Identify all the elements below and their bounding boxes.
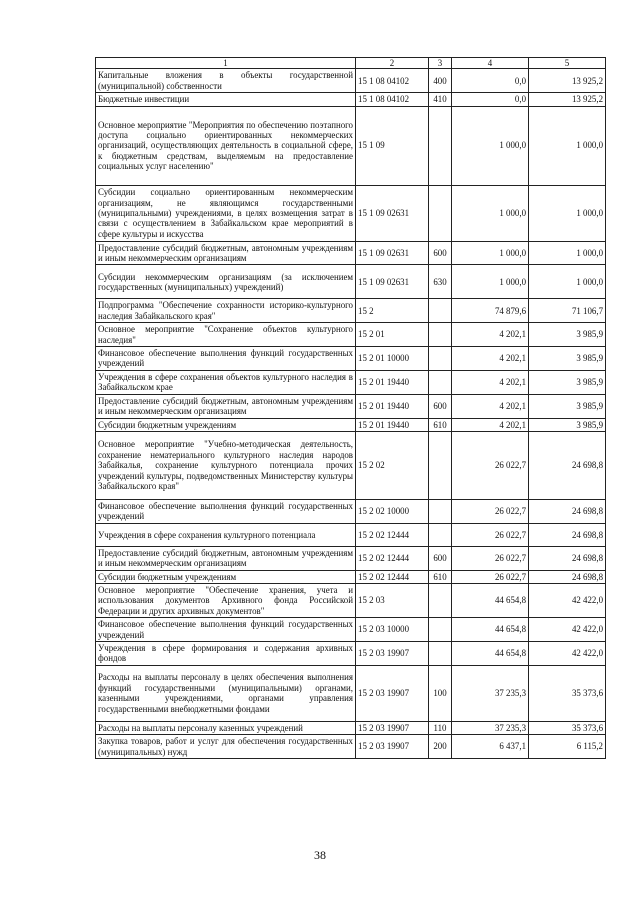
row-value-col4-cell: 1 000,0 bbox=[452, 106, 529, 185]
row-value-col4-cell: 44 654,8 bbox=[452, 583, 529, 617]
row-expense-type-cell bbox=[429, 523, 452, 546]
row-value-col5-cell: 24 698,8 bbox=[529, 523, 606, 546]
row-value-col4-cell: 4 202,1 bbox=[452, 394, 529, 418]
row-code-cell: 15 2 01 19440 bbox=[356, 394, 429, 418]
row-code-cell: 15 2 01 19440 bbox=[356, 370, 429, 394]
table-row bbox=[96, 418, 606, 431]
row-value-col4-cell: 26 022,7 bbox=[452, 523, 529, 546]
row-code-cell: 15 1 09 02631 bbox=[356, 185, 429, 241]
row-expense-type-cell bbox=[429, 499, 452, 523]
table-header bbox=[96, 58, 606, 69]
row-value-col5-cell: 6 115,2 bbox=[529, 735, 606, 759]
row-value-col5-cell: 13 925,2 bbox=[529, 69, 606, 93]
table-row bbox=[96, 265, 606, 299]
row-value-col4-cell: 4 202,1 bbox=[452, 370, 529, 394]
row-code-cell: 15 2 03 bbox=[356, 583, 429, 617]
row-code-cell: 15 2 03 10000 bbox=[356, 618, 429, 642]
table-row bbox=[96, 93, 606, 106]
row-value-col4-cell: 44 654,8 bbox=[452, 641, 529, 665]
table-body bbox=[96, 69, 606, 759]
document-page bbox=[95, 57, 605, 759]
table-row bbox=[96, 583, 606, 617]
row-value-col5-cell: 71 106,7 bbox=[529, 299, 606, 323]
row-expense-type-cell: 600 bbox=[429, 241, 452, 265]
table-row bbox=[96, 69, 606, 93]
row-value-col4-cell: 26 022,7 bbox=[452, 546, 529, 570]
budget-table bbox=[95, 57, 606, 759]
row-name-cell: Учреждения в сфере сохранения культурного потенциала bbox=[96, 523, 356, 546]
header-col-5: 5 bbox=[529, 58, 606, 69]
row-value-col5-cell: 13 925,2 bbox=[529, 93, 606, 106]
table-row bbox=[96, 323, 606, 347]
table-row bbox=[96, 347, 606, 371]
row-value-col5-cell: 3 985,9 bbox=[529, 323, 606, 347]
row-value-col5-cell: 3 985,9 bbox=[529, 370, 606, 394]
row-code-cell: 15 2 02 10000 bbox=[356, 499, 429, 523]
row-code-cell: 15 2 03 19907 bbox=[356, 721, 429, 734]
table-row bbox=[96, 185, 606, 241]
row-name-cell: Учреждения в сфере сохранения объектов культурного наследия в Забайкальском крае bbox=[96, 370, 356, 394]
header-col-3: 3 bbox=[429, 58, 452, 69]
table-row bbox=[96, 546, 606, 570]
table-row bbox=[96, 499, 606, 523]
row-name-cell: Подпрограмма "Обеспечение сохранности историко-культурного наследия Забайкальского края" bbox=[96, 299, 356, 323]
row-name-cell: Основное мероприятие "Сохранение объектов культурного наследия" bbox=[96, 323, 356, 347]
page-number: 38 bbox=[314, 848, 326, 862]
row-code-cell: 15 1 09 02631 bbox=[356, 241, 429, 265]
row-code-cell: 15 1 09 bbox=[356, 106, 429, 185]
row-value-col4-cell: 4 202,1 bbox=[452, 347, 529, 371]
row-code-cell: 15 1 08 04102 bbox=[356, 93, 429, 106]
row-value-col5-cell: 3 985,9 bbox=[529, 418, 606, 431]
row-name-cell: Предоставление субсидий бюджетным, автономным учреждениям и иным некоммерческим организациям bbox=[96, 546, 356, 570]
row-value-col5-cell: 24 698,8 bbox=[529, 499, 606, 523]
table-row bbox=[96, 394, 606, 418]
row-name-cell: Субсидии некоммерческим организациям (за исключением государственных (муниципальных) учреждений) bbox=[96, 265, 356, 299]
row-value-col4-cell: 6 437,1 bbox=[452, 735, 529, 759]
row-expense-type-cell bbox=[429, 583, 452, 617]
row-value-col4-cell: 37 235,3 bbox=[452, 721, 529, 734]
row-expense-type-cell: 630 bbox=[429, 265, 452, 299]
row-code-cell: 15 2 03 19907 bbox=[356, 665, 429, 721]
row-value-col5-cell: 3 985,9 bbox=[529, 394, 606, 418]
row-expense-type-cell bbox=[429, 106, 452, 185]
row-name-cell: Капитальные вложения в объекты государственной (муниципальной) собственности bbox=[96, 69, 356, 93]
row-expense-type-cell: 610 bbox=[429, 570, 452, 583]
row-value-col5-cell: 1 000,0 bbox=[529, 185, 606, 241]
row-code-cell: 15 2 bbox=[356, 299, 429, 323]
row-value-col4-cell: 26 022,7 bbox=[452, 431, 529, 499]
row-value-col4-cell: 74 879,6 bbox=[452, 299, 529, 323]
row-expense-type-cell: 610 bbox=[429, 418, 452, 431]
table-row bbox=[96, 370, 606, 394]
row-name-cell: Субсидии бюджетным учреждениям bbox=[96, 570, 356, 583]
row-name-cell: Закупка товаров, работ и услуг для обеспечения государственных (муниципальных) нужд bbox=[96, 735, 356, 759]
row-expense-type-cell bbox=[429, 641, 452, 665]
row-value-col4-cell: 0,0 bbox=[452, 69, 529, 93]
table-row bbox=[96, 641, 606, 665]
row-code-cell: 15 2 02 12444 bbox=[356, 546, 429, 570]
row-value-col5-cell: 1 000,0 bbox=[529, 265, 606, 299]
row-value-col4-cell: 1 000,0 bbox=[452, 185, 529, 241]
row-code-cell: 15 1 08 04102 bbox=[356, 69, 429, 93]
table-row bbox=[96, 570, 606, 583]
row-expense-type-cell bbox=[429, 323, 452, 347]
row-value-col4-cell: 1 000,0 bbox=[452, 241, 529, 265]
row-value-col5-cell: 24 698,8 bbox=[529, 546, 606, 570]
row-expense-type-cell: 400 bbox=[429, 69, 452, 93]
table-row bbox=[96, 523, 606, 546]
table-row bbox=[96, 618, 606, 642]
row-code-cell: 15 2 02 12444 bbox=[356, 570, 429, 583]
header-row bbox=[96, 58, 606, 69]
row-name-cell: Основное мероприятие "Мероприятия по обеспечению поэтапного доступа социально ориентированных некоммерческих организаций, осуществляющих деятельность в социальной сфере, к бюджетным средствам, выделяемым на предоставление социальных услуг населению" bbox=[96, 106, 356, 185]
row-code-cell: 15 2 01 bbox=[356, 323, 429, 347]
row-value-col5-cell: 3 985,9 bbox=[529, 347, 606, 371]
row-name-cell: Основное мероприятие "Обеспечение хранения, учета и использования документов Архивного фонда Российской Федерации и других архивных документов" bbox=[96, 583, 356, 617]
row-code-cell: 15 2 02 12444 bbox=[356, 523, 429, 546]
table-row bbox=[96, 665, 606, 721]
row-name-cell: Финансовое обеспечение выполнения функций государственных учреждений bbox=[96, 499, 356, 523]
row-expense-type-cell: 200 bbox=[429, 735, 452, 759]
row-code-cell: 15 2 01 19440 bbox=[356, 418, 429, 431]
row-value-col4-cell: 26 022,7 bbox=[452, 570, 529, 583]
table-row bbox=[96, 106, 606, 185]
row-value-col4-cell: 4 202,1 bbox=[452, 323, 529, 347]
row-name-cell: Основное мероприятие "Учебно-методическая деятельность, сохранение нематериального культурного наследия народов Забайкалья, сохранение культурного потенциала прочих учреждений культуры, подведомственных Министерству культуры Забайкальского края" bbox=[96, 431, 356, 499]
row-code-cell: 15 2 01 10000 bbox=[356, 347, 429, 371]
row-expense-type-cell bbox=[429, 185, 452, 241]
row-expense-type-cell bbox=[429, 347, 452, 371]
row-expense-type-cell: 600 bbox=[429, 394, 452, 418]
row-name-cell: Субсидии социально ориентированным некоммерческим организациям, не являющимся государственными (муниципальными) учреждениями, в целях возмещения затрат в связи с осуществлением в Забайкальском крае мероприятий в сфере культуры и искусства bbox=[96, 185, 356, 241]
row-value-col4-cell: 26 022,7 bbox=[452, 499, 529, 523]
row-code-cell: 15 1 09 02631 bbox=[356, 265, 429, 299]
row-expense-type-cell: 600 bbox=[429, 546, 452, 570]
row-name-cell: Субсидии бюджетным учреждениям bbox=[96, 418, 356, 431]
row-name-cell: Расходы на выплаты персоналу в целях обеспечения выполнения функций государственными (муниципальными) органами, казенными учреждениями, органами управления государственными внебюджетными фондами bbox=[96, 665, 356, 721]
row-value-col5-cell: 1 000,0 bbox=[529, 106, 606, 185]
header-col-1: 1 bbox=[96, 58, 356, 69]
row-name-cell: Предоставление субсидий бюджетным, автономным учреждениям и иным некоммерческим организациям bbox=[96, 241, 356, 265]
row-code-cell: 15 2 02 bbox=[356, 431, 429, 499]
header-col-4: 4 bbox=[452, 58, 529, 69]
table-row bbox=[96, 431, 606, 499]
row-name-cell: Расходы на выплаты персоналу казенных учреждений bbox=[96, 721, 356, 734]
row-expense-type-cell: 100 bbox=[429, 665, 452, 721]
row-value-col5-cell: 35 373,6 bbox=[529, 721, 606, 734]
row-name-cell: Предоставление субсидий бюджетным, автономным учреждениям и иным некоммерческим организациям bbox=[96, 394, 356, 418]
row-expense-type-cell bbox=[429, 299, 452, 323]
row-name-cell: Финансовое обеспечение выполнения функций государственных учреждений bbox=[96, 347, 356, 371]
row-value-col5-cell: 35 373,6 bbox=[529, 665, 606, 721]
row-value-col5-cell: 24 698,8 bbox=[529, 431, 606, 499]
row-name-cell: Учреждения в сфере формирования и содержания архивных фондов bbox=[96, 641, 356, 665]
row-value-col4-cell: 37 235,3 bbox=[452, 665, 529, 721]
row-value-col4-cell: 1 000,0 bbox=[452, 265, 529, 299]
row-expense-type-cell bbox=[429, 370, 452, 394]
row-code-cell: 15 2 03 19907 bbox=[356, 735, 429, 759]
row-value-col5-cell: 42 422,0 bbox=[529, 618, 606, 642]
row-value-col5-cell: 24 698,8 bbox=[529, 570, 606, 583]
row-value-col4-cell: 4 202,1 bbox=[452, 418, 529, 431]
row-value-col4-cell: 0,0 bbox=[452, 93, 529, 106]
table-row bbox=[96, 241, 606, 265]
row-name-cell: Финансовое обеспечение выполнения функций государственных учреждений bbox=[96, 618, 356, 642]
table-row bbox=[96, 721, 606, 734]
row-value-col5-cell: 42 422,0 bbox=[529, 583, 606, 617]
row-value-col4-cell: 44 654,8 bbox=[452, 618, 529, 642]
row-code-cell: 15 2 03 19907 bbox=[356, 641, 429, 665]
row-expense-type-cell: 410 bbox=[429, 93, 452, 106]
row-expense-type-cell: 110 bbox=[429, 721, 452, 734]
table-row bbox=[96, 299, 606, 323]
header-col-2: 2 bbox=[356, 58, 429, 69]
table-row bbox=[96, 735, 606, 759]
row-value-col5-cell: 1 000,0 bbox=[529, 241, 606, 265]
row-expense-type-cell bbox=[429, 618, 452, 642]
row-expense-type-cell bbox=[429, 431, 452, 499]
row-value-col5-cell: 42 422,0 bbox=[529, 641, 606, 665]
row-name-cell: Бюджетные инвестиции bbox=[96, 93, 356, 106]
